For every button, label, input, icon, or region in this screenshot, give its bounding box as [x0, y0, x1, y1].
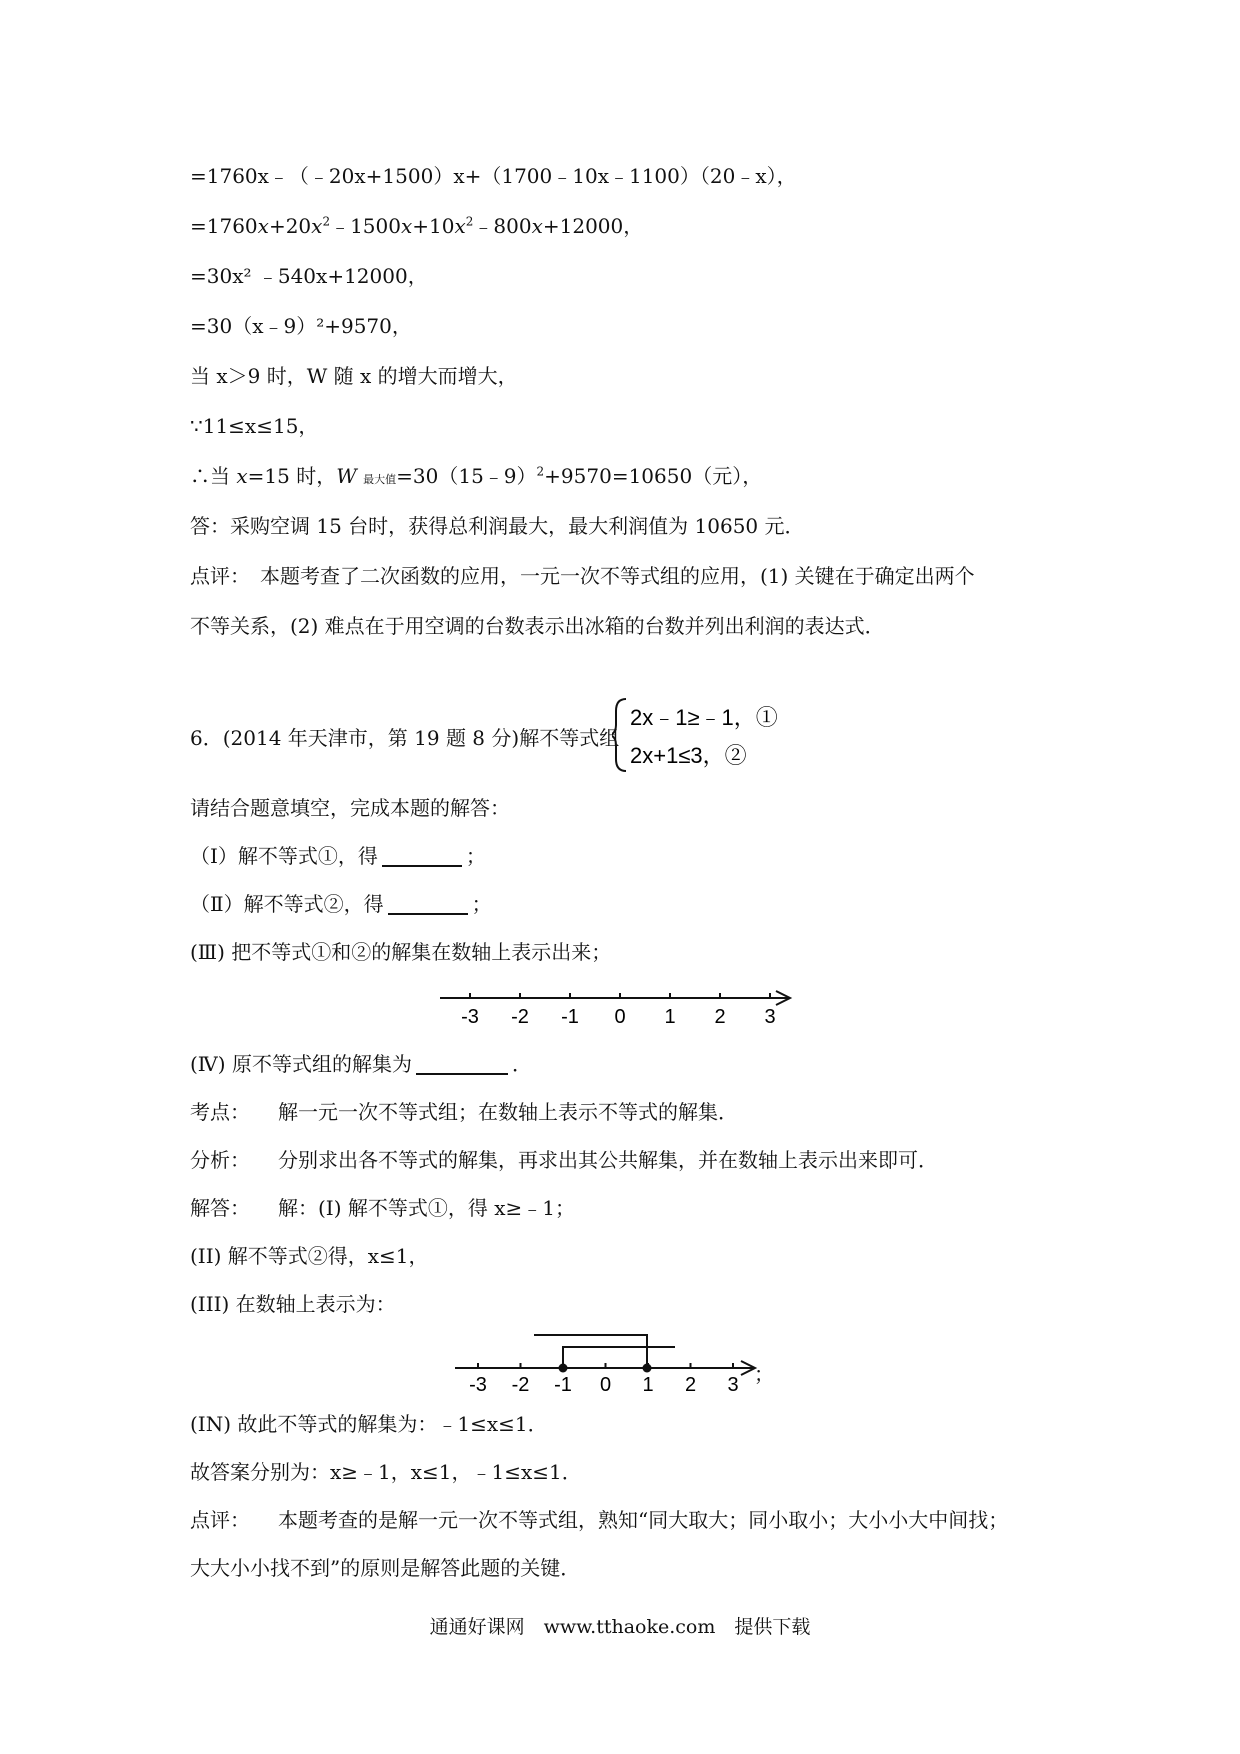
line-4: =30（x﹣9）²+9570， [190, 314, 412, 338]
line-5: 当 x＞9 时，W 随 x 的增大而增大， [190, 364, 518, 388]
axis-tick-label: -1 [554, 1374, 572, 1395]
solution-bracket-x-ge-neg1 [563, 1347, 675, 1368]
axis-tick-label: -3 [461, 1006, 479, 1028]
line-10: 不等关系，(2) 难点在于用空调的台数表示出冰箱的台数并列出利润的表达式． [190, 614, 885, 638]
line-6: ∵11≤x≤15， [190, 414, 319, 438]
jieda: 解答： 解：(I) 解不等式①，得 x≥﹣1； [190, 1196, 575, 1220]
line-1: =1760x﹣（﹣20x+1500）x+（1700﹣10x﹣1100）（20﹣x）， [190, 164, 797, 188]
q6-part2: （Ⅱ）解不等式②，得 ； [190, 892, 492, 916]
fenxi: 分析： 分别求出各不等式的解集，再求出其公共解集，并在数轴上表示出来即可． [190, 1148, 938, 1172]
dianping: 点评： 本题考查的是解一元一次不等式组，熟知“同大取大；同小取小；大小小大中间找； [190, 1508, 1009, 1532]
q6-prompt: 请结合题意填空，完成本题的解答： [190, 796, 510, 820]
line-9: 点评： 本题考查了二次函数的应用，一元一次不等式组的应用，(1) 关键在于确定出两个 [190, 564, 975, 588]
number-line-solution [455, 1325, 775, 1395]
axis-tick-label: -2 [511, 1374, 530, 1395]
inequality-2: 2x+1≤3，② [630, 743, 747, 768]
line-8: 答：采购空调 15 台时，获得总利润最大，最大利润值为 10650 元． [190, 514, 805, 538]
axis-tick-label: 1 [664, 1006, 676, 1028]
jieda-4: (IN) 故此不等式的解集为：﹣1≤x≤1． [190, 1412, 548, 1436]
q6-part1: （Ⅰ）解不等式①，得 ； [190, 844, 486, 868]
line-3: =30x² ﹣540x+12000， [190, 264, 428, 288]
q6-part3: (Ⅲ) 把不等式①和②的解集在数轴上表示出来； [190, 940, 612, 964]
axis-tick-label: 0 [599, 1374, 612, 1395]
semicolon: ； [754, 1362, 774, 1386]
jieda-3: (III) 在数轴上表示为： [190, 1292, 396, 1316]
line-7: ∴当 x=15 时，W 最大值=30（15﹣9）$^2$+9570=10650（元）， [190, 464, 763, 488]
axis-tick-label: -1 [561, 1006, 579, 1028]
number-line-blank [440, 985, 800, 1035]
answer-summary: 故答案分别为：x≥﹣1，x≤1，﹣1≤x≤1． [190, 1460, 582, 1484]
jieda-2: (II) 解不等式②得，x≤1， [190, 1244, 429, 1268]
axis-tick-label: 3 [764, 1006, 776, 1028]
solution-bracket-x-le-1 [534, 1335, 647, 1368]
q6-heading: 6．(2014 年天津市，第 19 题 8 分)解不等式组 [190, 726, 620, 750]
axis-tick-label: 1 [642, 1374, 654, 1395]
footer: 通通好课网 www.tthaoke.com 提供下载 [429, 1616, 811, 1638]
left-brace-icon [612, 699, 626, 771]
axis-tick-label: 2 [684, 1374, 697, 1395]
answer-blank-1[interactable] [382, 843, 462, 867]
line-2: $=1760x+20x^2﹣1500x+10x^2﹣800x+12000$， [190, 214, 644, 238]
dianping-2: 大大小小找不到”的原则是解答此题的关键． [190, 1556, 581, 1580]
axis-tick-label: -3 [469, 1374, 487, 1395]
axis-tick-label: -2 [511, 1006, 529, 1028]
axis-tick-label: 0 [614, 1006, 626, 1028]
inequality-system [612, 695, 832, 775]
kaodian: 考点： 解一元一次不等式组；在数轴上表示不等式的解集． [190, 1100, 738, 1124]
inequality-1: 2x﹣1≥﹣1，① [630, 705, 778, 730]
axis-tick-label: 2 [714, 1006, 726, 1028]
axis-tick-label: 3 [727, 1374, 739, 1395]
answer-blank-3[interactable] [416, 1051, 508, 1075]
answer-blank-2[interactable] [388, 891, 468, 915]
q6-part4: (Ⅳ) 原不等式组的解集为 ． [190, 1052, 532, 1076]
